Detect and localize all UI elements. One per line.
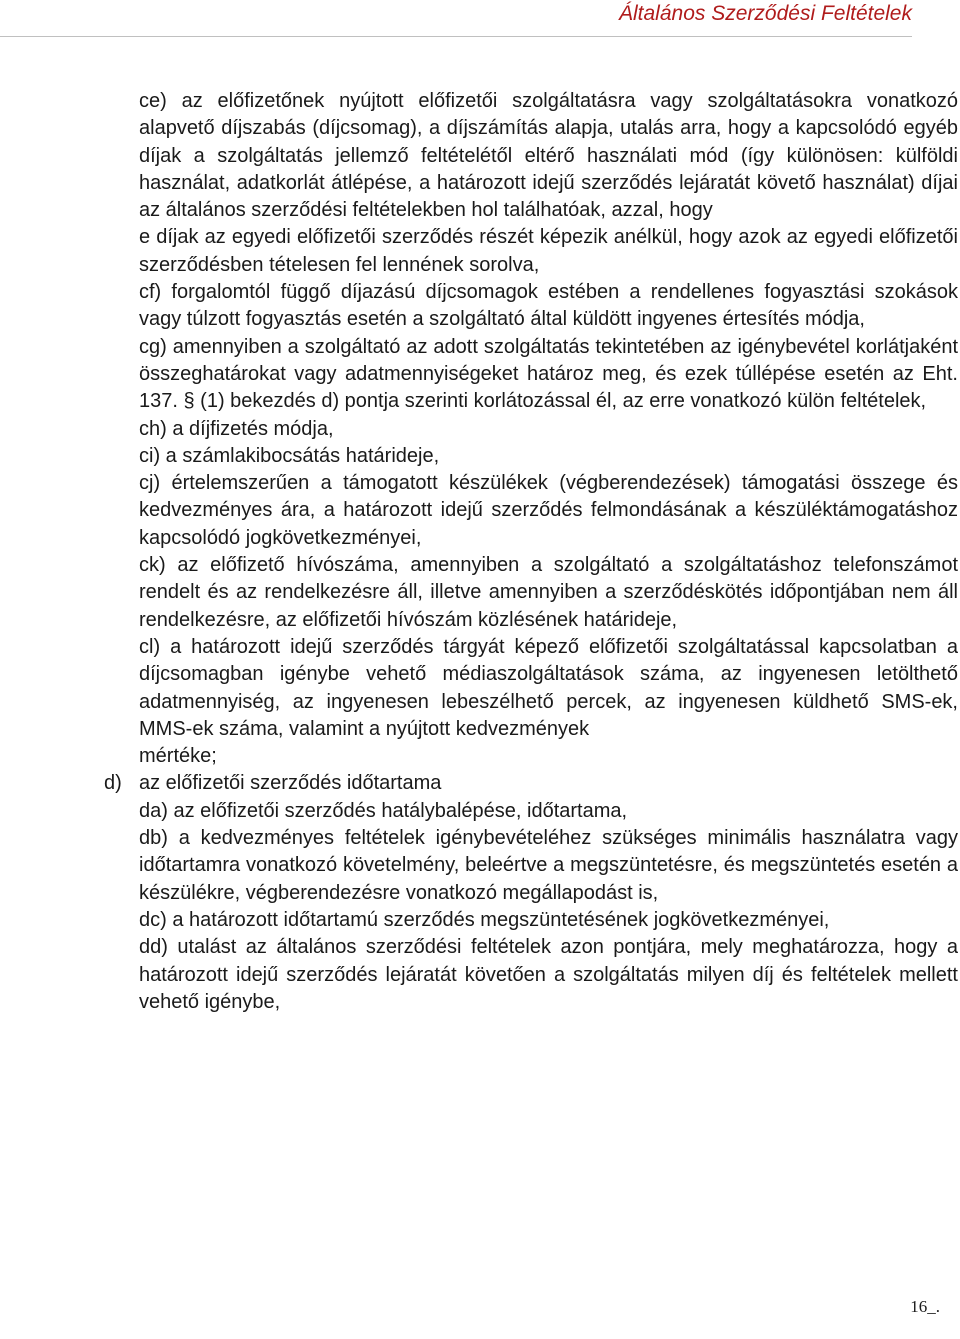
header-divider [0, 36, 912, 37]
clause-da: da) az előfizetői szerződés hatálybalépése, időtartama, [139, 799, 628, 822]
clause-db: db) a kedvezményes feltételek igénybevételéhez szükséges minimális használatra vagy időtartamra vonatkozó követelmény, beleértve a megszüntetésre, és megszüntetés esetén a készülékre, végberendezésre vonatkozó megállapodást is, [139, 827, 958, 904]
clause-d-label: d) [104, 772, 122, 795]
clause-ce-continuation: e díjak az egyedi előfizetői szerződés részét képezik anélkül, hogy azok az egyedi előfizetői szerződésben tételesen fel lennének sorolva, [139, 226, 958, 276]
document-body [0, 88, 960, 1016]
clause-cf: cf) forgalomtól függő díjazású díjcsomagok estében a rendellenes fogyasztási szokások vagy túlzott fogyasztás esetén a szolgáltató által küldött ingyenes értesítés módja, [139, 281, 958, 331]
clause-ck: ck) az előfizető hívószáma, amennyiben a szolgáltató a szolgáltatáshoz telefonszámot rendelt és az rendelkezésre áll, illetve amennyiben a szerződéskötés időpontjában nem áll rendelkezésre, az előfizetői hívószám közlésének határideje, [139, 554, 958, 631]
clause-ch: ch) a díjfizetés módja, [139, 417, 334, 440]
clause-d [0, 770, 960, 797]
clause-dc: dc) a határozott időtartamú szerződés megszüntetésének jogkövetkezményei, [139, 908, 830, 931]
clause-cl: cl) a határozott idejű szerződés tárgyát képező előfizetői szolgáltatással kapcsolatban a díjcsomagban igénybe vehető médiaszolgáltatások száma, az ingyenesen letölthető adatmennyiség, az ingyenesen lebeszélhető percek, az ingyenesen küldhető SMS-ek, MMS-ek száma, valamint a nyújtott kedvezmények [139, 635, 958, 740]
clause-cg: cg) amennyiben a szolgáltató az adott szolgáltatás tekintetében az igénybevétel korlátjaként összeghatárokat vagy adatmennyiségeket határoz meg, és ezek túllépése esetén az Eht. 137. § (1) bekezdés d) pontja szerinti korlátozással él, az erre vonatkozó külön feltételek, [139, 335, 958, 413]
clause-d-text: az előfizetői szerződés időtartama [139, 772, 442, 795]
clause-dd: dd) utalást az általános szerződési feltételek azon pontjára, mely meghatározza, hogy a határozott idejű szerződés lejáratát követően a szolgáltatás milyen díj és feltételek mellett vehető igénybe, [139, 936, 958, 1013]
clause-ci: ci) a számlakibocsátás határideje, [139, 444, 440, 467]
clause-ce: ce) az előfizetőnek nyújtott előfizetői szolgáltatásra vagy szolgáltatásokra vonatkozó alapvető díjszabás (díjcsomag), a díjszámítás alapja, utalás arra, hogy a kapcsolódó egyéb díjak a szolgáltatás jellemző feltételétől eltérő használati mód (így különösen: külföldi használat, adatkorlát átlépése, a határozott idejű szerződés lejáratát követő használat) díjai az általános szerződési feltételekben hol találhatóak, azzal, hogy [139, 90, 958, 222]
document-header-title: Általános Szerződési Feltételek [619, 2, 912, 25]
clause-cj: cj) értelemszerűen a támogatott készülékek (végberendezések) támogatási összege és kedvezményes ára, a határozott idejű szerződés felmondásának a készüléktámogatáshoz kapcsolódó jogkövetkezményei, [139, 472, 958, 549]
clause-cl-end: mértéke; [139, 745, 217, 768]
page-number: 16_. [910, 1297, 940, 1316]
